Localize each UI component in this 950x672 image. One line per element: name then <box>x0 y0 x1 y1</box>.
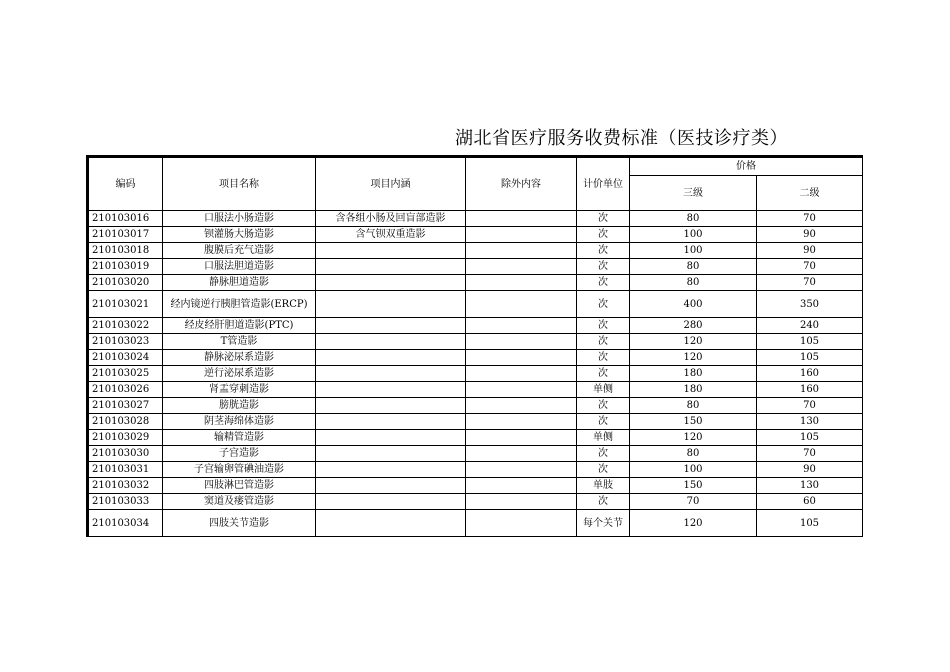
content-cell <box>316 243 466 259</box>
price-tier2-cell: 70 <box>757 259 863 275</box>
name-cell: 窦道及瘘管造影 <box>163 494 316 510</box>
table-row <box>88 227 863 243</box>
header-name: 项目名称 <box>163 157 316 211</box>
content-cell <box>316 398 466 414</box>
header-price: 价格 <box>630 157 863 176</box>
table-row <box>88 259 863 275</box>
code-cell: 210103016 <box>88 211 163 227</box>
exclusions-cell <box>466 398 577 414</box>
price-tier3-cell: 80 <box>630 275 757 291</box>
price-tier3-cell: 280 <box>630 318 757 334</box>
unit-cell: 次 <box>577 334 630 350</box>
unit-cell: 次 <box>577 414 630 430</box>
code-cell: 210103023 <box>88 334 163 350</box>
content-cell: 含各组小肠及回盲部造影 <box>316 211 466 227</box>
table-row <box>88 446 863 462</box>
unit-cell: 次 <box>577 318 630 334</box>
exclusions-cell <box>466 382 577 398</box>
exclusions-cell <box>466 462 577 478</box>
exclusions-cell <box>466 350 577 366</box>
price-tier3-cell: 120 <box>630 334 757 350</box>
exclusions-cell <box>466 494 577 510</box>
price-tier3-cell: 150 <box>630 478 757 494</box>
unit-cell: 次 <box>577 494 630 510</box>
table-row <box>88 414 863 430</box>
price-tier2-cell: 105 <box>757 334 863 350</box>
content-cell <box>316 334 466 350</box>
exclusions-cell <box>466 318 577 334</box>
price-tier3-cell: 80 <box>630 259 757 275</box>
exclusions-cell <box>466 366 577 382</box>
table-body <box>88 211 863 537</box>
price-tier2-cell: 90 <box>757 462 863 478</box>
table-row <box>88 350 863 366</box>
price-tier2-cell: 160 <box>757 366 863 382</box>
code-cell: 210103032 <box>88 478 163 494</box>
price-tier3-cell: 180 <box>630 366 757 382</box>
price-tier2-cell: 350 <box>757 291 863 318</box>
code-cell: 210103033 <box>88 494 163 510</box>
header-exclusions: 除外内容 <box>466 157 577 211</box>
code-cell: 210103019 <box>88 259 163 275</box>
code-cell: 210103017 <box>88 227 163 243</box>
table-row <box>88 398 863 414</box>
table-row <box>88 291 863 318</box>
price-tier3-cell: 100 <box>630 227 757 243</box>
price-tier2-cell: 90 <box>757 243 863 259</box>
unit-cell: 单肢 <box>577 478 630 494</box>
content-cell: 含气钡双重造影 <box>316 227 466 243</box>
code-cell: 210103028 <box>88 414 163 430</box>
name-cell: 逆行泌尿系造影 <box>163 366 316 382</box>
table-row <box>88 430 863 446</box>
price-tier3-cell: 180 <box>630 382 757 398</box>
code-cell: 210103031 <box>88 462 163 478</box>
price-tier3-cell: 80 <box>630 211 757 227</box>
content-cell <box>316 446 466 462</box>
table-row <box>88 478 863 494</box>
table-row <box>88 275 863 291</box>
content-cell <box>316 510 466 537</box>
table-row <box>88 211 863 227</box>
name-cell: 腹膜后充气造影 <box>163 243 316 259</box>
code-cell: 210103027 <box>88 398 163 414</box>
price-tier2-cell: 70 <box>757 446 863 462</box>
content-cell <box>316 366 466 382</box>
unit-cell: 次 <box>577 211 630 227</box>
name-cell: 四肢关节造影 <box>163 510 316 537</box>
code-cell: 210103029 <box>88 430 163 446</box>
name-cell: 钡灌肠大肠造影 <box>163 227 316 243</box>
name-cell: 静脉胆道造影 <box>163 275 316 291</box>
table-row <box>88 382 863 398</box>
price-tier2-cell: 160 <box>757 382 863 398</box>
exclusions-cell <box>466 414 577 430</box>
unit-cell: 次 <box>577 366 630 382</box>
content-cell <box>316 382 466 398</box>
price-tier3-cell: 80 <box>630 446 757 462</box>
exclusions-cell <box>466 243 577 259</box>
price-tier3-cell: 150 <box>630 414 757 430</box>
name-cell: 四肢淋巴管造影 <box>163 478 316 494</box>
unit-cell: 次 <box>577 350 630 366</box>
name-cell: 膀胱造影 <box>163 398 316 414</box>
unit-cell: 次 <box>577 446 630 462</box>
price-tier3-cell: 120 <box>630 350 757 366</box>
exclusions-cell <box>466 478 577 494</box>
price-tier2-cell: 70 <box>757 211 863 227</box>
code-cell: 210103025 <box>88 366 163 382</box>
price-tier2-cell: 70 <box>757 275 863 291</box>
content-cell <box>316 430 466 446</box>
exclusions-cell <box>466 510 577 537</box>
price-tier2-cell: 105 <box>757 510 863 537</box>
content-cell <box>316 259 466 275</box>
price-tier3-cell: 100 <box>630 243 757 259</box>
exclusions-cell <box>466 211 577 227</box>
name-cell: 经内镜逆行胰胆管造影(ERCP) <box>163 291 316 318</box>
page-title: 湖北省医疗服务收费标准（医技诊疗类） <box>455 128 788 149</box>
price-tier3-cell: 400 <box>630 291 757 318</box>
content-cell <box>316 318 466 334</box>
exclusions-cell <box>466 334 577 350</box>
price-tier3-cell: 120 <box>630 430 757 446</box>
price-tier2-cell: 130 <box>757 478 863 494</box>
name-cell: 经皮经肝胆道造影(PTC) <box>163 318 316 334</box>
content-cell <box>316 275 466 291</box>
content-cell <box>316 462 466 478</box>
table-row <box>88 510 863 537</box>
unit-cell: 次 <box>577 275 630 291</box>
exclusions-cell <box>466 259 577 275</box>
header-unit: 计价单位 <box>577 157 630 211</box>
price-tier3-cell: 120 <box>630 510 757 537</box>
name-cell: 静脉泌尿系造影 <box>163 350 316 366</box>
code-cell: 210103018 <box>88 243 163 259</box>
name-cell: 输精管造影 <box>163 430 316 446</box>
exclusions-cell <box>466 430 577 446</box>
name-cell: 口服法胆道造影 <box>163 259 316 275</box>
code-cell: 210103024 <box>88 350 163 366</box>
name-cell: 口服法小肠造影 <box>163 211 316 227</box>
header-tier3: 三级 <box>630 176 757 211</box>
price-tier3-cell: 100 <box>630 462 757 478</box>
table-row <box>88 494 863 510</box>
content-cell <box>316 494 466 510</box>
price-tier3-cell: 80 <box>630 398 757 414</box>
unit-cell: 每个关节 <box>577 510 630 537</box>
exclusions-cell <box>466 291 577 318</box>
code-cell: 210103020 <box>88 275 163 291</box>
unit-cell: 单侧 <box>577 382 630 398</box>
price-tier2-cell: 130 <box>757 414 863 430</box>
name-cell: 肾盂穿刺造影 <box>163 382 316 398</box>
content-cell <box>316 291 466 318</box>
name-cell: 阴茎海绵体造影 <box>163 414 316 430</box>
header-code: 编码 <box>88 157 163 211</box>
table-row <box>88 462 863 478</box>
code-cell: 210103030 <box>88 446 163 462</box>
unit-cell: 次 <box>577 227 630 243</box>
price-tier2-cell: 60 <box>757 494 863 510</box>
header-tier2: 二级 <box>757 176 863 211</box>
code-cell: 210103022 <box>88 318 163 334</box>
table-row <box>88 318 863 334</box>
fee-schedule-table <box>86 155 863 537</box>
unit-cell: 单侧 <box>577 430 630 446</box>
unit-cell: 次 <box>577 398 630 414</box>
price-tier2-cell: 90 <box>757 227 863 243</box>
price-tier2-cell: 105 <box>757 350 863 366</box>
price-tier3-cell: 70 <box>630 494 757 510</box>
price-tier2-cell: 105 <box>757 430 863 446</box>
table-row <box>88 366 863 382</box>
code-cell: 210103026 <box>88 382 163 398</box>
exclusions-cell <box>466 227 577 243</box>
code-cell: 210103021 <box>88 291 163 318</box>
content-cell <box>316 478 466 494</box>
unit-cell: 次 <box>577 243 630 259</box>
table-row <box>88 243 863 259</box>
content-cell <box>316 414 466 430</box>
name-cell: T管造影 <box>163 334 316 350</box>
exclusions-cell <box>466 446 577 462</box>
price-tier2-cell: 70 <box>757 398 863 414</box>
content-cell <box>316 350 466 366</box>
price-tier2-cell: 240 <box>757 318 863 334</box>
exclusions-cell <box>466 275 577 291</box>
unit-cell: 次 <box>577 291 630 318</box>
code-cell: 210103034 <box>88 510 163 537</box>
unit-cell: 次 <box>577 259 630 275</box>
name-cell: 子宫造影 <box>163 446 316 462</box>
header-content: 项目内涵 <box>316 157 466 211</box>
name-cell: 子宫输卵管碘油造影 <box>163 462 316 478</box>
unit-cell: 次 <box>577 462 630 478</box>
table-row <box>88 334 863 350</box>
